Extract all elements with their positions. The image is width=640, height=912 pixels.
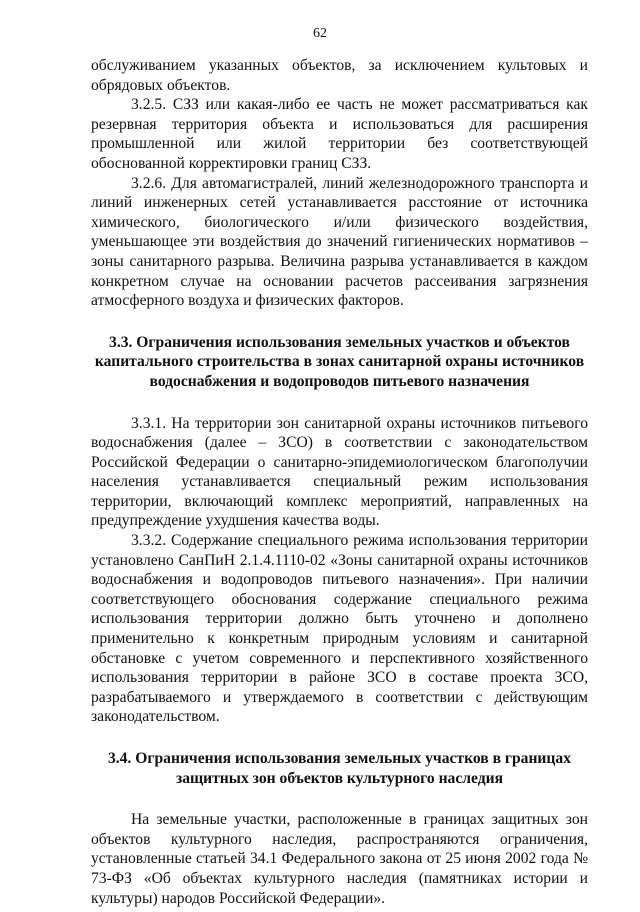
paragraph-3-4: На земельные участки, расположенные в границах защитных зон объектов культурного наследия, распространяются ограничения, установленные статьей 34.1 Федерального закона от 25 июня 2002 года № 73-ФЗ «Об объектах культурного наследия (памятниках истории и культуры) народов Российской Федерации». bbox=[91, 811, 588, 907]
paragraph-3-3-2: 3.3.2. Содержание специального режима использования территории установлено СанПиН 2.1.4.1110-02 «Зоны санитарной охраны источников водоснабжения и водопроводов питьевого назначения». При наличии соответствующего обоснования содержание специального режима использования территории должно быть уточнено и дополнено применительно к конкретным природным условиям и санитарной обстановке с учетом современного и перспективного хозяйственного использования территории в районе ЗСО в составе проекта ЗСО, разрабатываемого и утверждаемого в соответствии с действующим законодательством. bbox=[91, 532, 588, 726]
spacer bbox=[91, 788, 588, 810]
paragraph-3-3-1: 3.3.1. На территории зон санитарной охраны источников питьевого водоснабжения (далее – ЗСО) в соответствии с законодательством Российской Федерации о санитарно-эпидемиологическом благополучии населения устанавливается специальный режим использования территории, включающий комплекс мероприятий, направленных на предупреждение ухудшения качества воды. bbox=[91, 414, 588, 530]
paragraph-continuation: обслуживанием указанных объектов, за исключением культовых и обрядовых объектов. bbox=[91, 57, 588, 94]
heading-3-4: 3.4. Ограничения использования земельных участков в границах защитных зон объектов культурного наследия bbox=[107, 750, 571, 787]
spacer bbox=[91, 311, 588, 333]
spacer bbox=[91, 727, 588, 749]
spacer bbox=[91, 392, 588, 414]
paragraph-3-2-6: 3.2.6. Для автомагистралей, линий железнодорожного транспорта и линий инженерных сетей устанавливается расстояние от источника химического, биологического и/или физического воздействия, уменьшающее эти воздействия до значений гигиенических нормативов – зоны санитарного разрыва. Величина разрыва устанавливается в каждом конкретном случае на основании расчетов рассеивания загрязнения атмосферного воздуха и физических факторов. bbox=[91, 174, 588, 310]
page-content bbox=[91, 56, 588, 908]
heading-3-3: 3.3. Ограничения использования земельных участков и объектов капитального строительства в зонах санитарной охраны источников водоснабжения и водопроводов питьевого назначения bbox=[94, 333, 585, 390]
page-number: 62 bbox=[313, 26, 327, 41]
paragraph-3-2-5: 3.2.5. СЗЗ или какая-либо ее часть не может рассматриваться как резервная территория объекта и использоваться для расширения промышленной или жилой территории без соответствующей обоснованной корректировки границ СЗЗ. bbox=[91, 96, 588, 172]
